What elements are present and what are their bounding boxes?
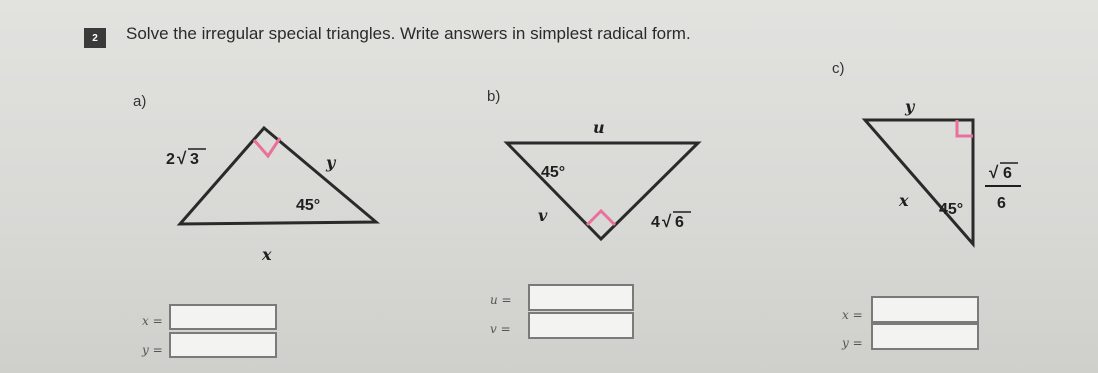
var-x-a: x xyxy=(262,245,272,264)
right-angle-marker-c xyxy=(957,120,973,136)
answer-label-c-x: x = xyxy=(842,308,863,322)
answer-input-c-x[interactable] xyxy=(871,296,979,323)
part-b-label: b) xyxy=(487,88,501,105)
answer-label-b-v: v = xyxy=(490,322,511,336)
triangle-c-shape xyxy=(865,120,973,244)
radical-sign-c: √ xyxy=(989,163,999,182)
answer-label-c-y: y = xyxy=(842,336,863,350)
var-y-c: y xyxy=(905,97,915,116)
question-number: 2 xyxy=(84,28,106,48)
part-c-label: c) xyxy=(832,60,845,77)
answer-input-a-x[interactable] xyxy=(169,304,277,330)
side-label-a-coef: 2 xyxy=(166,151,175,168)
radical-sign-a: √ xyxy=(177,149,187,168)
triangle-b xyxy=(495,105,725,255)
answer-input-a-y[interactable] xyxy=(169,332,277,358)
right-angle-marker-a xyxy=(254,138,280,156)
right-angle-marker-b xyxy=(587,211,615,225)
var-v-b: v xyxy=(538,206,548,225)
radical-sign-b: √ xyxy=(662,212,672,231)
var-u-b: u xyxy=(593,118,605,137)
answer-label-a-y: y = xyxy=(142,343,163,357)
triangle-c xyxy=(855,90,1055,260)
var-x-c: x xyxy=(899,191,909,210)
answer-label-a-x: x = xyxy=(142,314,163,328)
var-y-a: y xyxy=(326,153,336,172)
side-label-b-coef: 4 xyxy=(651,214,660,231)
answer-input-c-y[interactable] xyxy=(871,323,979,350)
instruction-text: Solve the irregular special triangles. Write answers in simplest radical form. xyxy=(126,24,691,43)
fraction-denominator-c: 6 xyxy=(997,195,1006,212)
answer-input-b-v[interactable] xyxy=(528,312,634,339)
angle-label-c: 45° xyxy=(939,201,964,218)
part-a-label: a) xyxy=(133,93,147,110)
answer-label-b-u: u = xyxy=(490,293,512,307)
side-label-a-radicand: 3 xyxy=(190,151,199,168)
answer-input-b-u[interactable] xyxy=(528,284,634,311)
fraction-radicand-c: 6 xyxy=(1003,165,1012,182)
angle-label-a: 45° xyxy=(296,197,321,214)
triangle-a xyxy=(150,110,390,270)
angle-label-b: 45° xyxy=(541,164,566,181)
side-label-b-radicand: 6 xyxy=(675,214,684,231)
